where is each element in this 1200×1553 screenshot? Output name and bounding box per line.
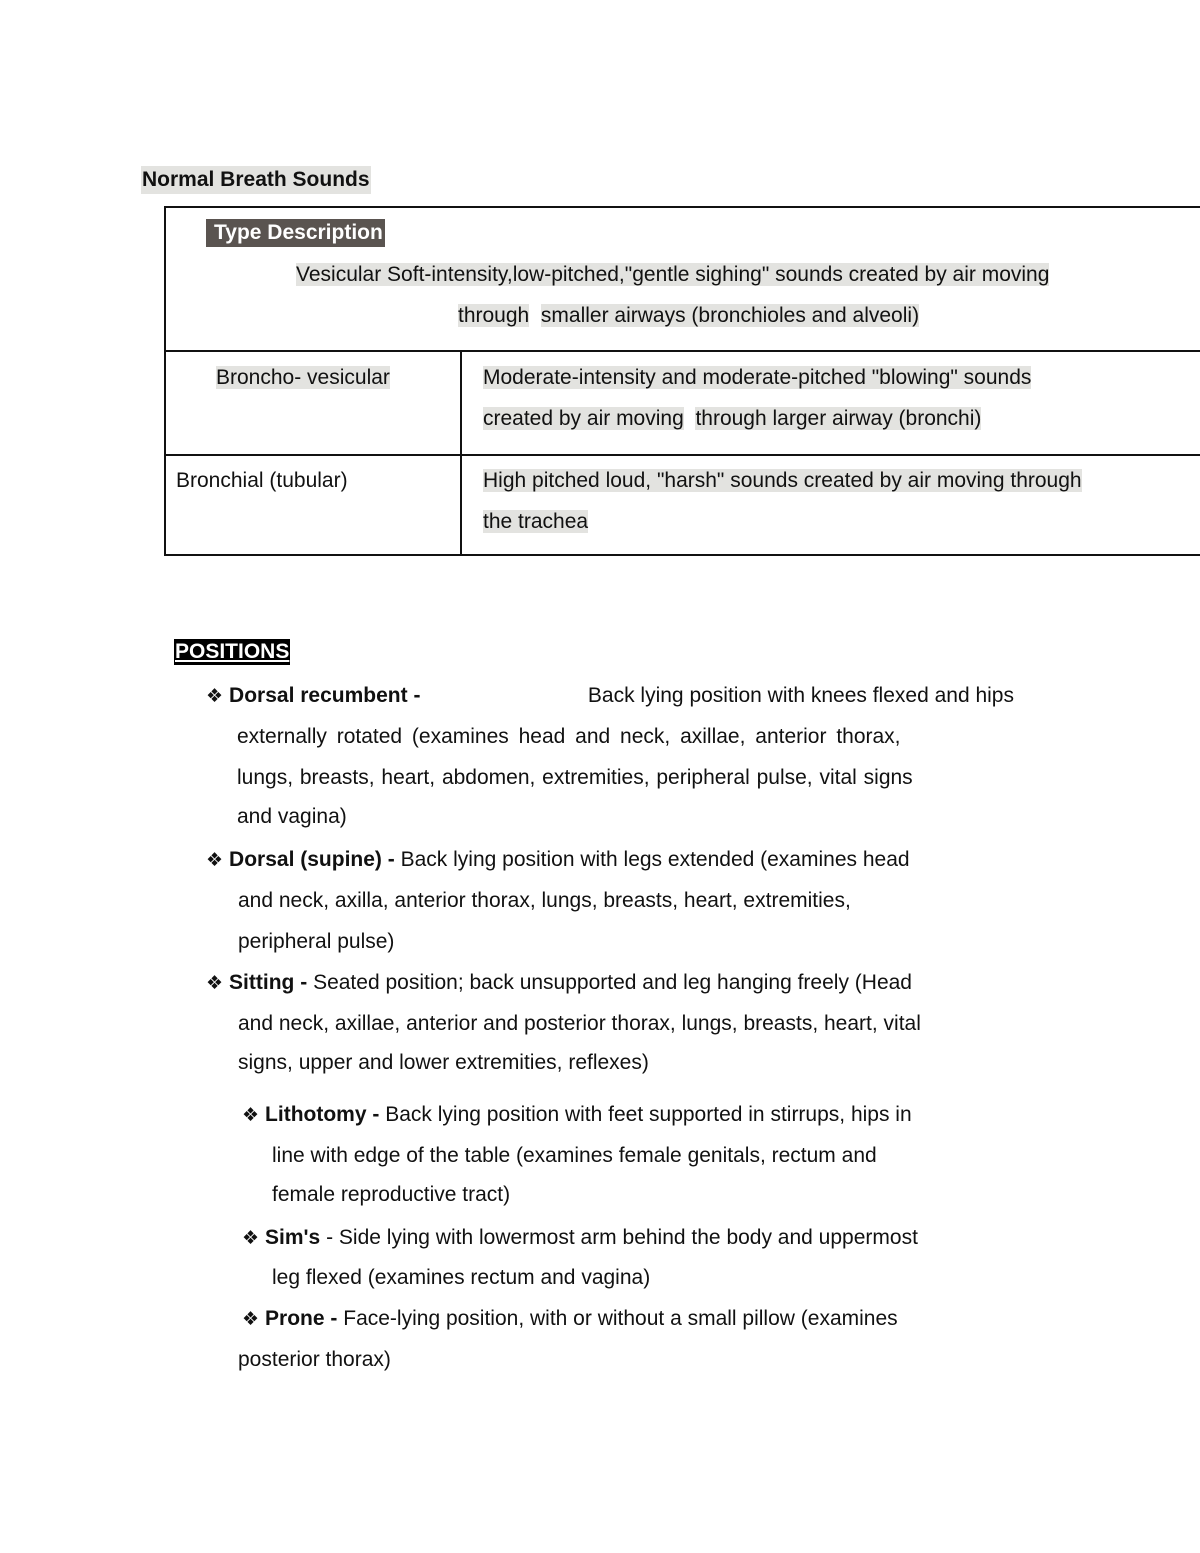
list-item-cont: [272, 1257, 650, 1298]
list-item-cont: [272, 1135, 877, 1215]
position-desc-line: female reproductive tract): [272, 1183, 511, 1206]
list-item: [206, 962, 912, 1004]
table-header: Type Description: [206, 219, 385, 247]
table-row-divider: [166, 350, 1200, 352]
broncho-vesicular-type: Broncho- vesicular: [216, 366, 390, 389]
table-cell-description-cont: [483, 398, 981, 439]
diamond-bullet-icon: ❖: [206, 850, 224, 871]
list-item-cont: [238, 1339, 391, 1380]
broncho-vesicular-desc-1: Moderate-intensity and moderate-pitched "blowing" sounds: [483, 366, 1032, 389]
list-item-cont: [238, 1003, 921, 1083]
position-desc-line: Back lying position with feet supported in stirrups, hips in: [385, 1103, 912, 1126]
position-desc-line: Seated position; back unsupported and leg hanging freely (Head: [313, 971, 912, 994]
position-desc-line: Side lying with lowermost arm behind the body and uppermost: [338, 1226, 918, 1249]
term-separator: -: [413, 684, 421, 707]
table-cell-description: [483, 357, 1031, 398]
diamond-bullet-icon: ❖: [242, 1309, 260, 1330]
position-term: Sitting: [229, 971, 295, 994]
list-item: [242, 1094, 912, 1136]
table-cell-type: [176, 460, 348, 501]
bronchial-type: Bronchial (tubular): [176, 469, 348, 492]
position-term: Dorsal (supine): [229, 848, 382, 871]
page-title: Normal Breath Sounds: [141, 166, 371, 194]
term-separator: -: [387, 848, 395, 871]
broncho-vesicular-desc-2b: through larger airway (bronchi): [695, 407, 982, 430]
term-separator: -: [372, 1103, 380, 1126]
position-desc-line: lungs, breasts, heart, abdomen, extremities, peripheral pulse, vital signs: [237, 766, 913, 789]
list-item: [242, 1217, 918, 1259]
table-row-vesicular-cont: [458, 295, 919, 336]
vesicular-line-1: Vesicular Soft-intensity,low-pitched,"gentle sighing" sounds created by air moving: [296, 263, 1050, 286]
vesicular-line-2b: smaller airways (bronchioles and alveoli): [540, 304, 920, 327]
diamond-bullet-icon: ❖: [206, 686, 224, 707]
broncho-vesicular-desc-2a: created by air moving: [483, 407, 684, 430]
position-desc-line: and vagina): [237, 805, 347, 828]
bronchial-desc-1: High pitched loud, "harsh" sounds created by air moving through: [483, 469, 1082, 492]
diamond-bullet-icon: ❖: [242, 1228, 260, 1249]
vesicular-line-2a: through: [458, 304, 530, 327]
diamond-bullet-icon: ❖: [242, 1105, 260, 1126]
bronchial-desc-2: the trachea: [483, 510, 589, 533]
diamond-bullet-icon: ❖: [206, 973, 224, 994]
position-term: Dorsal recumbent: [229, 684, 408, 707]
list-item-cont: [238, 880, 851, 962]
term-separator: -: [300, 971, 308, 994]
breath-sounds-table: [164, 206, 1200, 556]
term-separator: -: [326, 1226, 334, 1249]
position-desc-line: Face-lying position, with or without a small pillow (examines: [343, 1307, 898, 1330]
term-separator: -: [330, 1307, 338, 1330]
list-item: [242, 1298, 898, 1340]
list-item-cont: [237, 716, 1014, 837]
position-term: Lithotomy: [265, 1103, 367, 1126]
position-desc-line: signs, upper and lower extremities, reflexes): [238, 1051, 649, 1074]
table-column-divider: [460, 350, 462, 556]
position-desc-line: and neck, axillae, anterior and posterior thorax, lungs, breasts, heart, vital: [238, 1012, 921, 1035]
position-desc-line: peripheral pulse): [238, 930, 395, 953]
table-row-vesicular: [296, 254, 1049, 295]
table-cell-type: [216, 357, 390, 398]
position-desc-line: posterior thorax): [238, 1348, 391, 1371]
position-desc-line: Back lying position with knees flexed and hips: [587, 684, 1014, 707]
position-desc-line: Back lying position with legs extended (examines head: [400, 848, 910, 871]
position-term: Sim's: [265, 1226, 321, 1249]
position-desc-line: leg flexed (examines rectum and vagina): [272, 1266, 651, 1289]
position-desc-line: line with edge of the table (examines female genitals, rectum and: [272, 1144, 877, 1167]
list-item: [206, 675, 1014, 717]
positions-heading: POSITIONS: [175, 640, 290, 663]
position-desc-line: externally rotated (examines head and neck, axillae, anterior thorax,: [237, 725, 901, 748]
list-item: [206, 839, 910, 881]
table-cell-description-cont: [483, 501, 588, 542]
table-cell-description: [483, 460, 1082, 501]
position-desc-line: and neck, axilla, anterior thorax, lungs, breasts, heart, extremities,: [238, 889, 851, 912]
position-term: Prone: [265, 1307, 325, 1330]
table-row-divider: [166, 454, 1200, 456]
